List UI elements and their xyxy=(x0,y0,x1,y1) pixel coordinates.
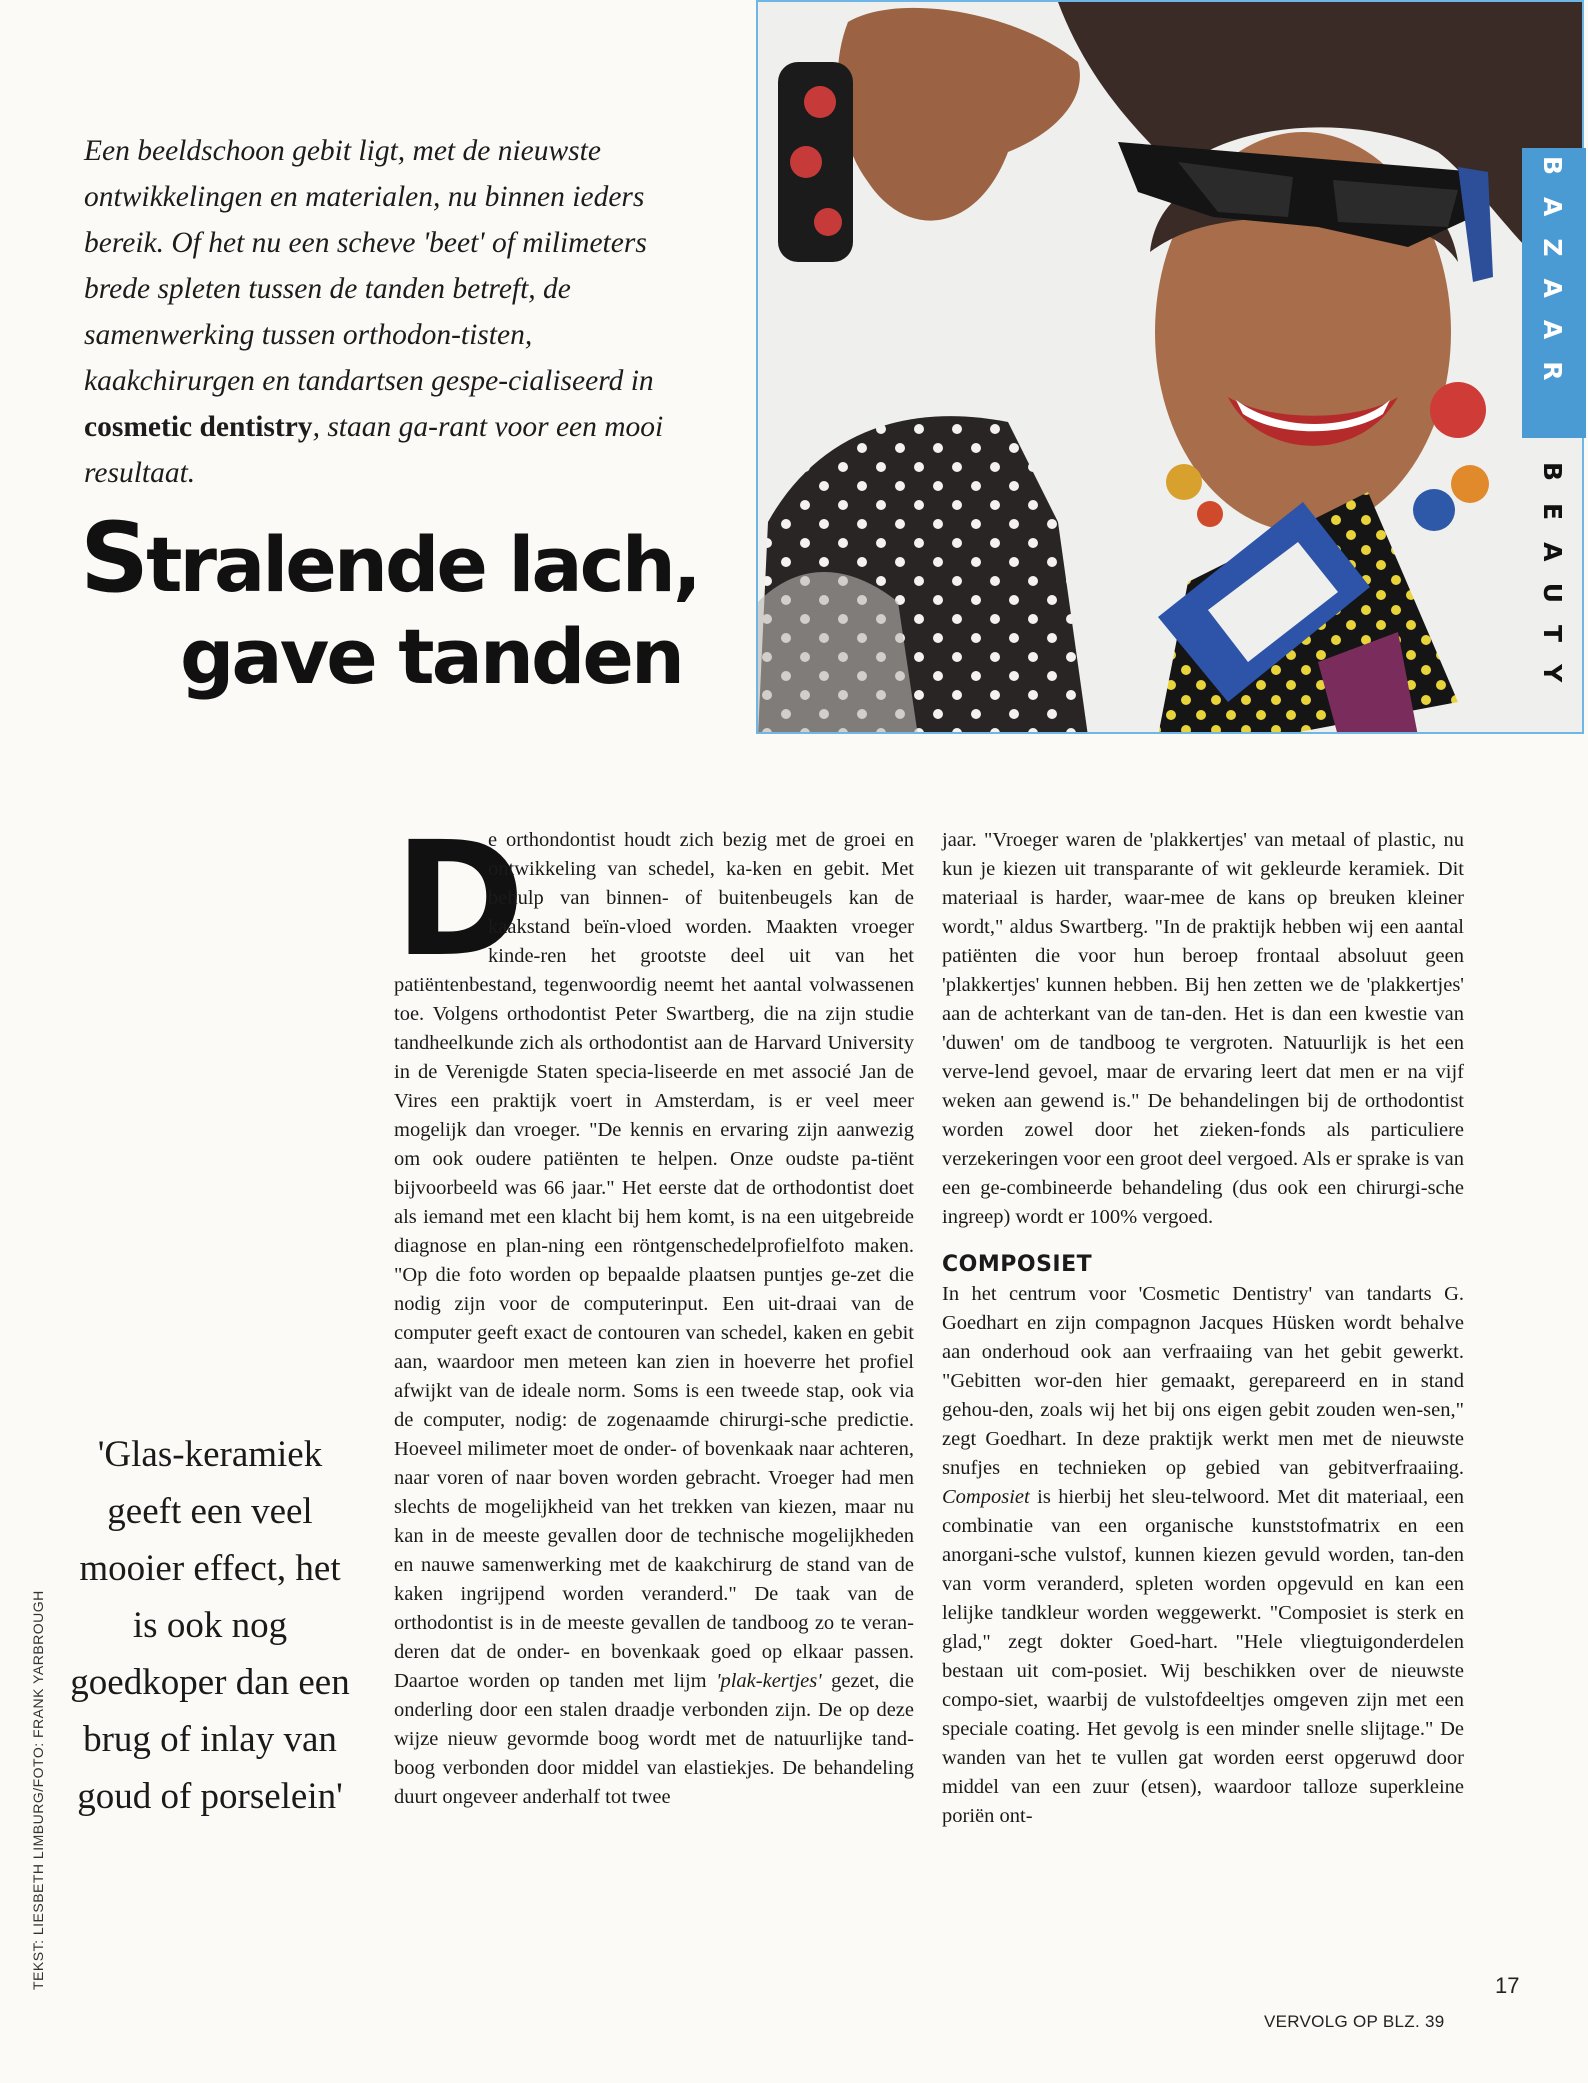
headline-line1 xyxy=(80,502,720,614)
beauty-label: BEAUTY xyxy=(1538,462,1567,705)
photo-credit: TEKST: LIESBETH LIMBURG/FOTO: FRANK YARBROUGH xyxy=(30,1590,46,1990)
column-2-text: jaar. "Vroeger waren de 'plakkertjes' van metaal of plastic, nu kun je kiezen uit transparante of wit gekleurde keramiek. Dit materiaal is harder, waar-mee de kans op breuken kleiner wordt," aldus Swartberg. "In de praktijk hebben wij een aantal patiënten die voor hun beroep frontaal absoluut geen 'plakkertjes' kunnen hebben. Bij hen zetten we de 'plakkertjes' aan de achterkant van de tan-den. Het is dan een kwestie van 'duwen' om de tandboog te vergroten. Natuurlijk is het een verve-lend gevoel, maar de ervaring leert dat men er na vijf weken aan gewend is." De behandelingen bij de orthodontist worden zowel door het zieken-fonds als particuliere verzekeringen voor een groot deel vergoed. Als er sprake is van een ge-combineerde behandeling (dus ook een chirurgi-sche ingreep) wordt er 100% vergoed. xyxy=(942,829,1464,1228)
pull-quote: 'Glas-keramiek geeft een veel mooier effect, het is ook nog goedkoper dan een brug of inlay van goud of porselein' xyxy=(70,1434,350,1817)
column-2-section-text xyxy=(942,1280,1464,1831)
headline-line2: gave tanden xyxy=(180,612,683,701)
drop-cap: D xyxy=(394,808,526,992)
column-1-text: e orthondontist houdt zich bezig met de groei en ontwikkeling van schedel, ka-ken en gebit. Met behulp van binnen- of buitenbeugels kan de kaakstand beïn-vloed worden. Maakten vroeger kinde-ren het grootste deel uit van het patiëntenbestand, tegenwoordig neemt het aantal volwassenen toe. Volgens orthodontist Peter Swartberg, die na zijn studie tandheelkunde zich als orthodontist aan de Harvard University in de Verenigde Staten specia-liseerde en met associé Jan de Vires een praktijk voert in Amsterdam, is er veel meer mogelijk dan vroeger. "De kennis en ervaring zijn aanwezig om ook oudere patiënten te helpen. Onze oudste pa-tiënt bijvoorbeeld was 66 jaar." Het eerste dat de orthodontist doet als iemand met een klacht bij hem komt, is na een uitgebreide diagnose en plan-ning een röntgenschedelprofielfoto maken. "Op die foto worden op bepaalde plaatsen puntjes ge-zet die nodig zijn voor de computerinput. Een uit-draai van de computer geeft exact de contouren van schedel, kaken en gebit aan, waardoor men meteen kan zien in hoeverre het profiel afwijkt van de ideale norm. Soms is een tweede stap, ook via de computer, nodig: de zogenaamde chirurgi-sche predictie. Hoeveel milimeter moet de onder- of bovenkaak naar achteren, naar voren of naar boven worden gebracht. Vroeger had men slechts de mogelijkheid van het trekken van kiezen, maar nu kan in de meeste gevallen door de technische mogelijkheden en nauwe samenwerking met de kaakchirurg de stand van de kaken ingrijpend worden veranderd." De taak van de orthodontist is in de meeste gevallen de tandboog zo te veran-deren dat de onder- en bovenkaak goed op elkaar passen. Daartoe worden op tanden met lijm xyxy=(394,829,914,1692)
page-number: 17 xyxy=(1495,1973,1520,1998)
cover-photo xyxy=(756,0,1584,734)
intro-paragraph xyxy=(84,128,696,496)
portrait-illustration xyxy=(758,2,1584,734)
intro-bold-term: cosmetic dentistry xyxy=(84,411,313,443)
intro-text-end: , staan ga-rant voor een mooi resultaat. xyxy=(84,411,664,489)
headline-line1-rest: tralende lach, xyxy=(146,520,699,609)
column-2-section-text-b: is hierbij het sleu-telwoord. Met dit materiaal, een combinatie van een organische kunststofmatrix en een anorgani-sche vulstof, kunnen kiezen gevuld worden, tan-den van vorm veranderd, spleten worden opgevuld en kan een lelijke tandkleur worden weggewerkt. "Composiet is sterk en glad," zegt dokter Goed-hart. "Hele vliegtuigonderdelen bestaan uit com-posiet. Wij beschikken over de nieuwste compo-siet, waarbij de vulstofdeeltjes omgeven zijn met een speciale coating. Het gevolg is een minder snelle slijtage." De wanden van het te vullen gat worden eerst opgeruwd door middel van een zuur (etsen), waardoor talloze superkleine poriën ont- xyxy=(942,1486,1464,1827)
column-2-section-text-a: In het centrum voor 'Cosmetic Dentistry' van tandarts G. Goedhart en zijn compagnon Jacques Hüsken wordt behalve aan onderhoud ook aan verfraaiing van het gebit gewerkt. "Gebitten wor-den hier gemaakt, gerepareerd en in stand gehou-den, zoals wij het bij ons eigen gebit zouden wen-sen," zegt Goedhart. In deze praktijk werkt men met de nieuwste snufjes en technieken op gebied van gebitverfraaiing. xyxy=(942,1283,1464,1479)
headline xyxy=(80,502,720,703)
column-2-italic: Composiet xyxy=(942,1486,1030,1508)
section-heading: COMPOSIET xyxy=(942,1252,1093,1277)
continued-note: VERVOLG OP BLZ. 39 xyxy=(1264,2012,1445,2031)
column-1-italic: 'plak-kertjes' xyxy=(716,1670,822,1692)
body-column-2 xyxy=(942,826,1464,1831)
bazaar-label: BAZAAR xyxy=(1538,156,1567,403)
headline-first-letter: S xyxy=(80,502,147,614)
column-1-end: gezet, die onderling door een stalen draadje verbonden zijn. De op deze wijze nieuw gevormde boog wordt met de natuurlijke tand-boog verbonden door middel van elastiekjes. De behandeling duurt ongeveer anderhalf tot twee xyxy=(394,1670,914,1808)
body-column-1 xyxy=(394,808,914,1812)
drop-cap-spacer xyxy=(394,808,526,992)
intro-text: Een beeldschoon gebit ligt, met de nieuwste ontwikkelingen en materialen, nu binnen ieders bereik. Of het nu een scheve 'beet' of milimeters brede spleten tussen de tanden betreft, de samenwerking tussen orthodon-tisten, kaakchirurgen en tandartsen gespe-cialiseerd in xyxy=(84,135,654,397)
